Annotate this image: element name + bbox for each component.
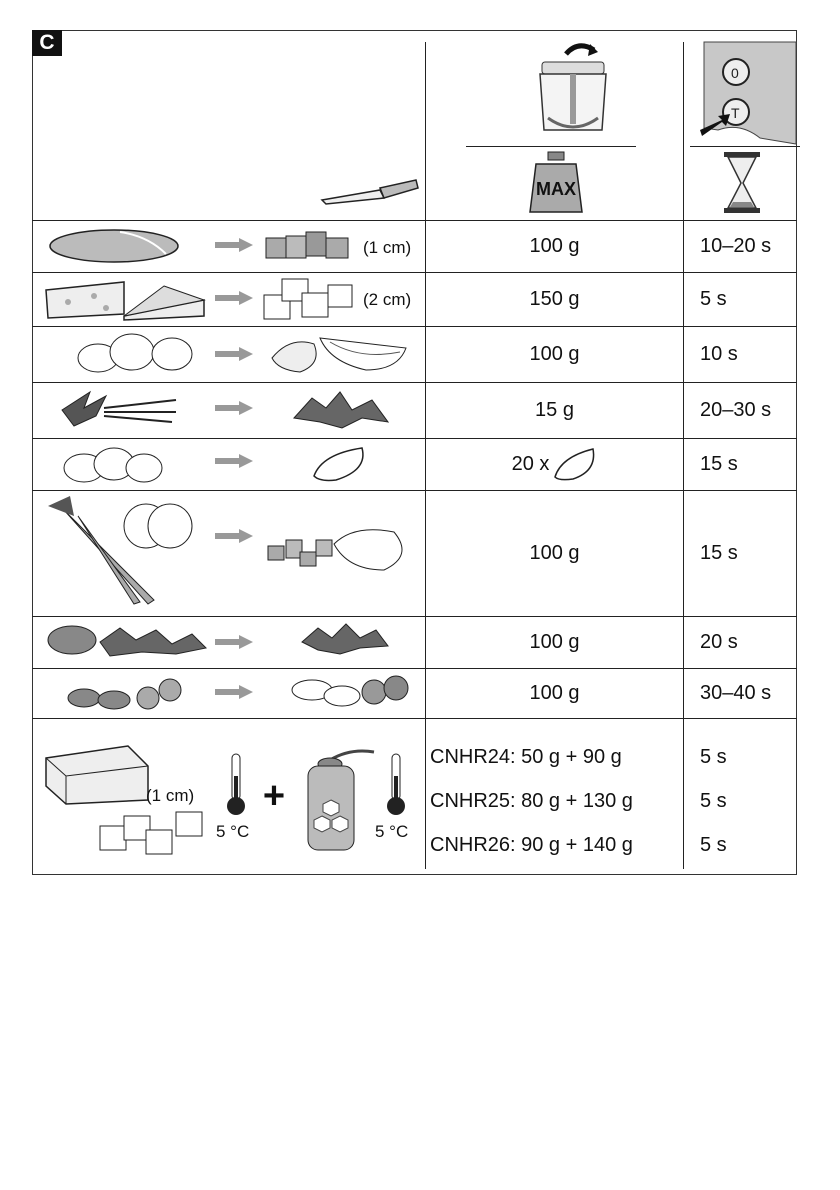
chopper-bowl-icon bbox=[532, 40, 612, 138]
piece-size: (1 cm) bbox=[363, 238, 412, 257]
meat-cubes-illustration bbox=[264, 230, 356, 262]
garlic-clove-icon bbox=[553, 447, 597, 481]
nuts-herbs-illustration bbox=[46, 622, 210, 662]
butter-cubes-illustration bbox=[98, 808, 210, 858]
amount-label: 20 x bbox=[511, 452, 550, 475]
amount-cell bbox=[426, 438, 683, 490]
time-cell: 10 s bbox=[700, 342, 738, 365]
hourglass-icon bbox=[722, 150, 762, 216]
garlic-illustration bbox=[62, 444, 166, 486]
model-amount-cnhr24: CNHR24: 50 g + 90 g bbox=[430, 745, 622, 768]
cheese-cubes-illustration bbox=[262, 277, 358, 321]
header-sub-divider bbox=[690, 146, 800, 147]
plus-sign: + bbox=[262, 774, 286, 817]
arrow-icon bbox=[215, 635, 253, 649]
time-cell: 20–30 s bbox=[700, 398, 772, 421]
time-cell: 5 s bbox=[700, 833, 727, 856]
temperature-label: 5 °C bbox=[216, 822, 250, 841]
time-cell: 15 s bbox=[700, 452, 738, 475]
onion-illustration bbox=[60, 330, 210, 376]
model-amount-cnhr25: CNHR25: 80 g + 130 g bbox=[430, 789, 633, 812]
chopped-nuts-illustration bbox=[290, 672, 410, 708]
meat-illustration bbox=[48, 226, 183, 266]
chopped-herbs-illustration bbox=[292, 388, 392, 430]
almonds-illustration bbox=[66, 674, 186, 714]
amount-cell: 100 g bbox=[529, 681, 580, 704]
time-cell: 10–20 s bbox=[700, 234, 772, 257]
amount-cell: 100 g bbox=[529, 342, 580, 365]
amount-cell: 150 g bbox=[529, 287, 580, 310]
arrow-icon bbox=[215, 529, 253, 543]
amount-cell: 15 g bbox=[535, 398, 574, 421]
time-cell: 30–40 s bbox=[700, 681, 772, 704]
arrow-icon bbox=[215, 347, 253, 361]
thermometer-icon bbox=[226, 752, 246, 818]
honey-jar-icon bbox=[300, 748, 376, 852]
knife-icon bbox=[320, 172, 420, 206]
time-cell: 5 s bbox=[700, 789, 727, 812]
section-badge: C bbox=[32, 30, 62, 56]
piece-size: (2 cm) bbox=[363, 290, 412, 309]
time-cell: 15 s bbox=[700, 541, 738, 564]
header-sub-divider bbox=[466, 146, 636, 147]
model-amount-cnhr26: CNHR26: 90 g + 140 g bbox=[430, 833, 633, 856]
chopped-veg-illustration bbox=[264, 526, 416, 574]
arrow-icon bbox=[215, 238, 253, 252]
piece-size: (1 cm) bbox=[146, 786, 195, 805]
carrots-onions-illustration bbox=[44, 496, 196, 608]
arrow-icon bbox=[215, 454, 253, 468]
onion-slices-illustration bbox=[270, 334, 410, 374]
svg-text:T: T bbox=[731, 105, 740, 121]
time-cell: 5 s bbox=[700, 287, 727, 310]
motor-unit-panel bbox=[700, 42, 796, 144]
chopped-herbs-illustration bbox=[300, 622, 390, 656]
column-divider bbox=[683, 42, 684, 869]
time-cell: 5 s bbox=[700, 745, 727, 768]
weight-max-label: MAX bbox=[536, 178, 576, 199]
svg-text:0: 0 bbox=[731, 65, 739, 81]
arrow-icon bbox=[215, 401, 253, 415]
row-divider bbox=[32, 718, 797, 719]
amount-cell: 100 g bbox=[529, 541, 580, 564]
herbs-bunch-illustration bbox=[60, 386, 180, 432]
temperature-label: 5 °C bbox=[375, 822, 409, 841]
garlic-clove-illustration bbox=[312, 446, 368, 482]
thermometer-icon bbox=[386, 752, 406, 818]
amount-cell: 100 g bbox=[529, 234, 580, 257]
butter-block-illustration bbox=[44, 742, 150, 806]
arrow-icon bbox=[215, 685, 253, 699]
cheese-illustration bbox=[44, 276, 209, 322]
time-cell: 20 s bbox=[700, 630, 738, 653]
amount-cell: 100 g bbox=[529, 630, 580, 653]
arrow-icon bbox=[215, 291, 253, 305]
